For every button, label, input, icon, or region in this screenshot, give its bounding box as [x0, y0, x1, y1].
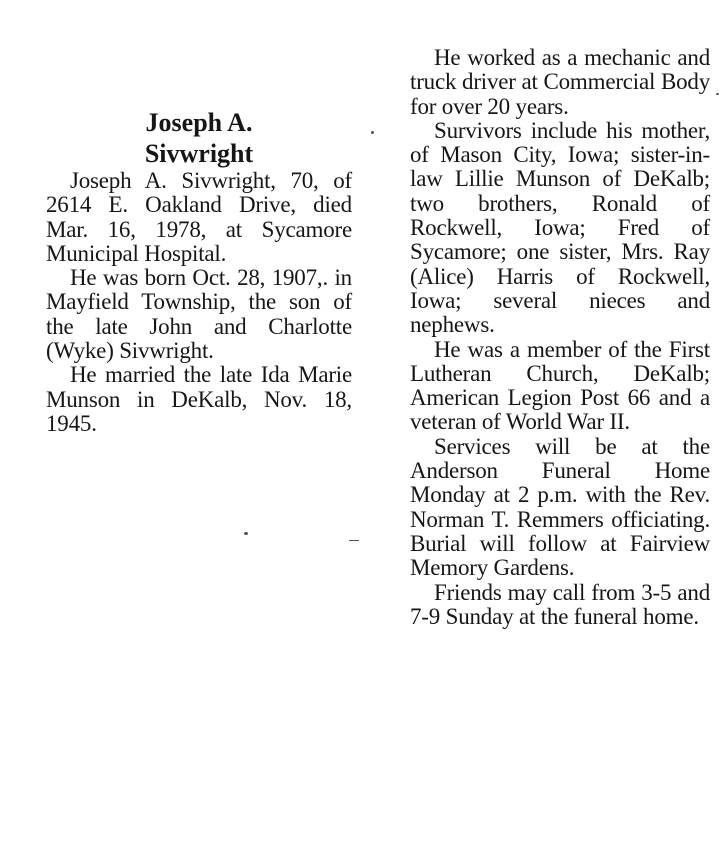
obituary-right-column — [410, 0, 710, 629]
paragraph-death-notice: Joseph A. Sivwright, 70, of 2614 E. Oakland Drive, died Mar. 16, 1978, at Sycamore Municipal Hospital. — [46, 168, 352, 266]
headline-line-2: Sivwright — [144, 139, 254, 168]
headline-line-1: Joseph A. — [145, 108, 253, 137]
paragraph-memberships: He was a member of the First Lutheran Church, DeKalb; American Legion Post 66 and a veteran of World War II. — [410, 336, 710, 435]
paragraph-birth: He was born Oct. 28, 1907,. in Mayfield Township, the son of the late John and Charlotte (Wyke) Sivwright. — [46, 265, 352, 364]
paragraph-visitation: Friends may call from 3-5 and 7-9 Sunday at the funeral home. — [410, 579, 710, 629]
print-speck — [371, 131, 374, 134]
paragraph-services: Services will be at the Anderson Funeral Home Monday at 2 p.m. with the Rev. Norman T. Remmers officiating. Burial will follow at Fairview Memory Gardens. — [410, 433, 710, 581]
paragraph-career: He worked as a mechanic and truck driver at Commercial Body for over 20 years. — [410, 45, 710, 119]
obituary-left-column — [46, 0, 352, 436]
print-speck — [349, 540, 359, 541]
obituary-headline — [46, 107, 352, 169]
print-speck — [716, 93, 719, 95]
paragraph-survivors: Survivors include his mother, of Mason City, Iowa; sister-in-law Lillie Munson of DeKalb; two brothers, Ronald of Rockwell, Iowa; Fred of Sycamore; one sister, Mrs. Ray (Alice) Harris of Rockwell, Iowa; several nieces and nephews. — [410, 117, 710, 338]
paragraph-marriage: He married the late Ida Marie Munson in DeKalb, Nov. 18, 1945. — [46, 362, 352, 436]
print-speck — [244, 532, 248, 535]
